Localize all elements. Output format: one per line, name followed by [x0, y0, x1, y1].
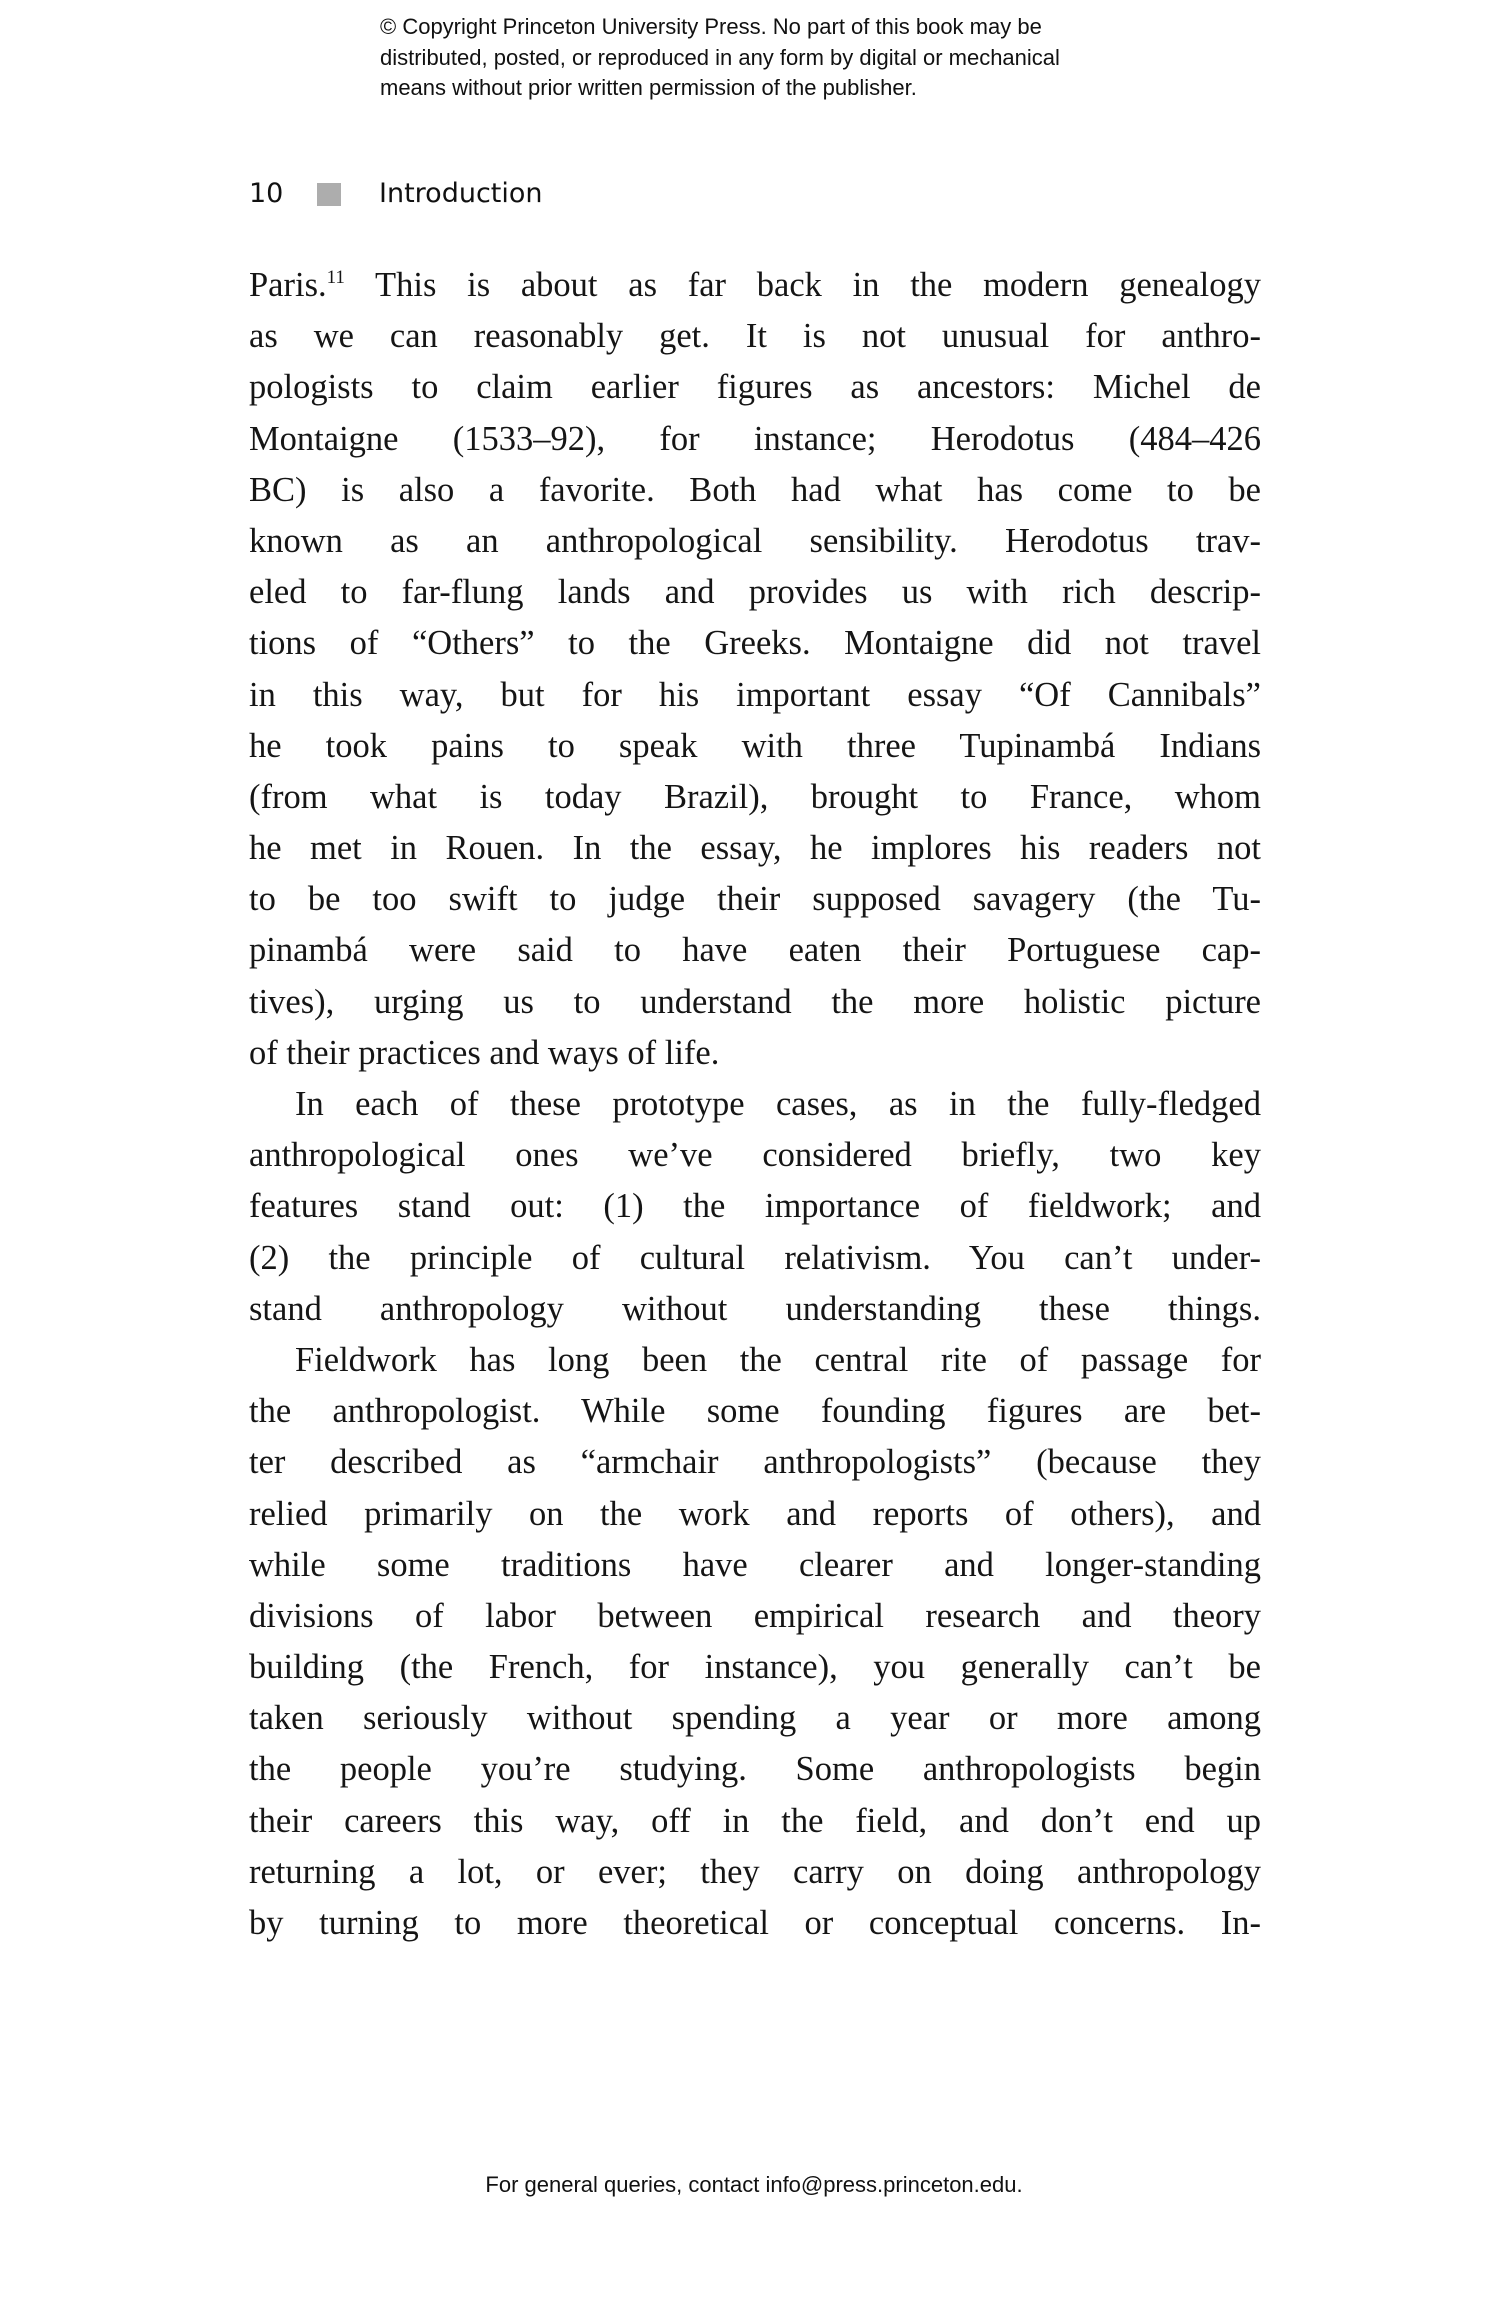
text-line: (from what is today Brazil), brought to France, whom	[249, 777, 1261, 816]
text-line: he took pains to speak with three Tupinambá Indians	[249, 726, 1261, 765]
text-line: relied primarily on the work and reports of others), and	[249, 1494, 1261, 1533]
text-line: In each of these prototype cases, as in the fully-fledged	[295, 1085, 1261, 1123]
text-line: (2) the principle of cultural relativism. You can’t under-	[249, 1238, 1261, 1277]
text-line: while some traditions have clearer and longer-standing	[249, 1545, 1261, 1584]
text-line: pinambá were said to have eaten their Portuguese cap-	[249, 931, 1261, 970]
text-line: divisions of labor between empirical research and theory	[249, 1596, 1261, 1635]
text-line: their careers this way, off in the field, and don’t end up	[249, 1801, 1261, 1840]
text-line: pologists to claim earlier figures as ancestors: Michel de	[249, 368, 1261, 407]
text-line: eled to far-flung lands and provides us with rich descrip-	[249, 573, 1261, 612]
text-line: Paris.$^{11}$ This is about as far back in the modern genealogy	[249, 266, 1261, 304]
text-line: taken seriously without spending a year or more among	[249, 1699, 1261, 1738]
text-line: Fieldwork has long been the central rite of passage for	[295, 1340, 1261, 1379]
body-text	[249, 260, 1261, 1949]
text-line: known as an anthropological sensibility. Herodotus trav-	[249, 521, 1261, 560]
text-line: he met in Rouen. In the essay, he implores his readers not	[249, 829, 1261, 868]
footnote-reference[interactable]: 11	[326, 267, 345, 288]
text-line: as we can reasonably get. It is not unusual for anthro-	[249, 317, 1261, 356]
running-head	[249, 176, 543, 212]
text-line: features stand out: (1) the importance of fieldwork; and	[249, 1187, 1261, 1226]
text-line: stand anthropology without understanding these things.	[249, 1289, 1261, 1328]
copyright-notice	[380, 12, 1280, 104]
text-line: to be too swift to judge their supposed savagery (the Tu-	[249, 880, 1261, 919]
text-line: BC) is also a favorite. Both had what has come to be	[249, 470, 1261, 509]
chapter-title: Introduction	[379, 178, 543, 209]
text-line: ter described as “armchair anthropologists” (because they	[249, 1443, 1261, 1482]
text-line: in this way, but for his important essay “Of Cannibals”	[249, 675, 1261, 714]
text-line: the people you’re studying. Some anthropologists begin	[249, 1750, 1261, 1789]
copyright-line: means without prior written permission of the publisher.	[380, 75, 917, 100]
text-line: tions of “Others” to the Greeks. Montaigne did not travel	[249, 624, 1261, 663]
text-line: anthropological ones we’ve considered briefly, two key	[249, 1136, 1261, 1175]
text-line: of their practices and ways of life.	[249, 1033, 720, 1072]
copyright-line: © Copyright Princeton University Press. No part of this book may be	[380, 14, 1042, 39]
text-line: tives), urging us to understand the more holistic picture	[249, 982, 1261, 1021]
page-number: 10	[249, 178, 284, 209]
footer-contact-text: For general queries, contact info@press.princeton.edu.	[485, 2172, 1023, 2197]
text-line: the anthropologist. While some founding figures are bet-	[249, 1392, 1261, 1431]
page-footer	[0, 2170, 1500, 2200]
text-line: returning a lot, or ever; they carry on doing anthropology	[249, 1852, 1261, 1891]
text-line: building (the French, for instance), you generally can’t be	[249, 1648, 1261, 1687]
text-line: Montaigne (1533–92), for instance; Herodotus (484–426	[249, 419, 1261, 458]
text-line: by turning to more theoretical or conceptual concerns. In-	[249, 1904, 1261, 1942]
square-separator-icon	[317, 183, 341, 206]
copyright-line: distributed, posted, or reproduced in any form by digital or mechanical	[380, 44, 1060, 70]
